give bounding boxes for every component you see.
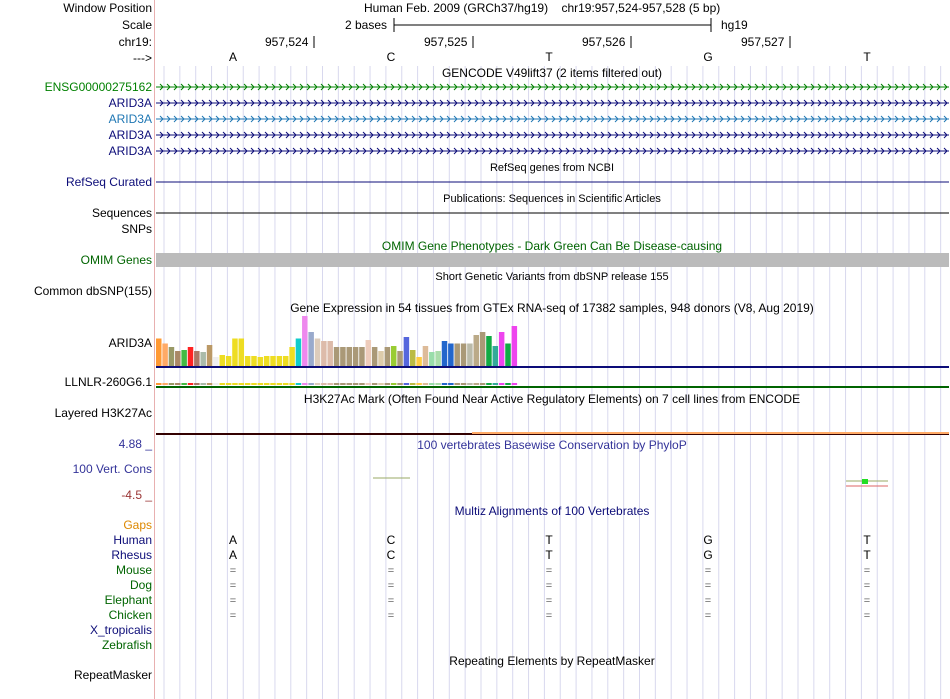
gtex-mini-bar [397, 383, 403, 385]
gtex-bar [410, 350, 416, 366]
refseq-track-label[interactable]: RefSeq Curated [65, 175, 152, 189]
gene-label-arid3a-3[interactable]: ARID3A [108, 128, 152, 142]
gtex-bar [385, 347, 391, 366]
gtex-gene-label[interactable]: ARID3A [108, 336, 152, 350]
gtex-bar [162, 344, 168, 367]
ref-base: C [386, 50, 396, 64]
gtex-bar [334, 347, 340, 366]
scale-db: hg19 [721, 18, 748, 32]
refseq-track-title: RefSeq genes from NCBI [489, 162, 615, 174]
gtex-bar [188, 347, 194, 366]
gtex-mini-bar [251, 383, 257, 385]
gtex-bar [512, 326, 517, 366]
gtex-mini-bar [493, 383, 499, 385]
gtex-bar [181, 350, 187, 366]
gtex-bar [175, 351, 181, 366]
gtex-bar [461, 344, 467, 367]
gtex-bar [435, 351, 441, 366]
species-chicken-label: Chicken [108, 608, 152, 622]
align-elephant-match: = [387, 595, 395, 607]
gtex-bar [194, 351, 200, 366]
coord-tick-label: 957,526 [582, 35, 626, 49]
omim-bar [156, 253, 949, 267]
align-chicken-match: = [704, 610, 712, 622]
gtex-bar [302, 316, 308, 366]
gtex-mini-bar [353, 383, 359, 385]
gtex-mini-bar [156, 383, 162, 385]
ref-base: T [545, 50, 553, 64]
align-rhesus-base: G [703, 548, 713, 562]
species-rhesus-label: Rhesus [111, 548, 152, 562]
gtex-bar [372, 347, 378, 366]
align-mouse-match: = [863, 565, 871, 577]
gtex-mini-bar [378, 383, 384, 385]
gtex-bar [213, 357, 219, 366]
gtex-bar [277, 356, 283, 366]
gtex-bar [258, 357, 264, 366]
gtex-bar [296, 339, 302, 367]
gtex-bar [239, 339, 245, 367]
species-elephant-label: Elephant [104, 593, 152, 607]
gtex-bar [315, 339, 321, 367]
gtex-mini-bar [423, 383, 429, 385]
multiz-track-title: Multiz Alignments of 100 Vertebrates [454, 504, 650, 518]
gaps-label: Gaps [123, 518, 152, 532]
gtex-mini-bar [467, 383, 473, 385]
gtex-bar [391, 346, 397, 366]
align-dog-match: = [387, 580, 395, 592]
gtex-mini-bar [188, 383, 194, 385]
gtex-bar [169, 347, 175, 366]
gtex-mini-bar [435, 383, 441, 385]
align-rhesus-base: T [545, 548, 553, 562]
coord-tick-label: 957,527 [741, 35, 785, 49]
coord-tick-label: 957,525 [424, 35, 468, 49]
gtex-bar [448, 344, 454, 367]
align-rhesus-base: T [863, 548, 871, 562]
cons-max-label: 4.88 _ [118, 437, 152, 451]
gtex-mini-bar [340, 383, 346, 385]
gtex-bar [340, 347, 346, 366]
align-dog-match: = [704, 580, 712, 592]
align-human-base: T [863, 533, 871, 547]
phylop-peak [862, 479, 868, 484]
gtex-bar [442, 341, 448, 366]
phylop-track-title: 100 vertebrates Basewise Conservation by PhyloP [417, 438, 687, 452]
align-elephant-match: = [863, 595, 871, 607]
gtex-mini-bar [232, 383, 238, 385]
gene-label-arid3a-4[interactable]: ARID3A [108, 144, 152, 158]
gtex-mini-bar [258, 383, 264, 385]
align-mouse-match: = [704, 565, 712, 577]
align-mouse-match: = [545, 565, 553, 577]
repeatmasker-track-label[interactable]: RepeatMasker [73, 668, 152, 682]
dbsnp-track-label[interactable]: Common dbSNP(155) [33, 284, 152, 298]
align-rhesus-base: C [386, 548, 396, 562]
gtex-mini-bar [162, 383, 168, 385]
gtex-mini-bar [416, 383, 422, 385]
scale-label: Scale [121, 18, 152, 32]
llnlr-gene-label[interactable]: LLNLR-260G6.1 [64, 375, 152, 389]
gtex-mini-bar [175, 383, 181, 385]
gtex-mini-bar [404, 383, 410, 385]
gtex-bar [264, 356, 270, 366]
align-chicken-match: = [863, 610, 871, 622]
gtex-bar [499, 332, 505, 366]
window-position-label: Window Position [63, 1, 152, 15]
gtex-bar [270, 356, 276, 366]
align-human-base: C [386, 533, 396, 547]
gtex-bar [378, 351, 384, 366]
gtex-mini-bar [302, 383, 308, 385]
gtex-mini-bar [347, 383, 353, 385]
assembly-name: Human Feb. 2009 (GRCh37/hg19) [364, 1, 549, 15]
align-dog-match: = [863, 580, 871, 592]
gtex-bar [397, 351, 403, 366]
gtex-mini-bar [264, 383, 270, 385]
gtex-bar [454, 344, 460, 367]
gtex-mini-bar [226, 383, 232, 385]
species-zebrafish-label: Zebrafish [101, 638, 152, 652]
gtex-mini-bar [429, 383, 435, 385]
gtex-mini-bar [315, 383, 321, 385]
h3k27ac-track-title: H3K27Ac Mark (Often Found Near Active Regulatory Elements) on 7 cell lines from ENCODE [303, 392, 801, 406]
gtex-bar [493, 346, 499, 366]
species-mouse-label: Mouse [115, 563, 152, 577]
gtex-bar [423, 346, 429, 366]
align-human-base: A [228, 533, 238, 547]
gtex-mini-bar [194, 383, 200, 385]
chrom-label: chr19: [118, 35, 152, 49]
gtex-bar [416, 357, 422, 366]
align-dog-match: = [545, 580, 553, 592]
gtex-bar [156, 339, 162, 367]
align-human-base: T [545, 533, 553, 547]
align-human-base: G [703, 533, 713, 547]
gencode-track-title: GENCODE V49lift37 (2 items filtered out) [441, 66, 663, 80]
gtex-bar [347, 347, 353, 366]
gtex-mini-bar [239, 383, 245, 385]
align-dog-match: = [229, 580, 237, 592]
gtex-mini-bar [220, 383, 226, 385]
gtex-mini-bar [245, 383, 251, 385]
gtex-mini-bar [486, 383, 492, 385]
gtex-mini-bar [283, 383, 289, 385]
cons-min-label: -4.5 _ [121, 488, 152, 502]
gtex-bar [480, 332, 486, 366]
gtex-mini-bar [334, 383, 340, 385]
gtex-mini-bar [385, 383, 391, 385]
gtex-mini-bar [454, 383, 460, 385]
gtex-bar [505, 344, 511, 367]
rmsk-track-title: Repeating Elements by RepeatMasker [449, 654, 655, 668]
dbsnp-track-title: Short Genetic Variants from dbSNP release 155 [435, 271, 669, 283]
gtex-bar [220, 355, 226, 366]
gtex-bar [321, 341, 327, 366]
omim-track-label[interactable]: OMIM Genes [80, 253, 152, 267]
gtex-bar [353, 347, 359, 366]
align-chicken-match: = [229, 610, 237, 622]
align-mouse-match: = [387, 565, 395, 577]
gtex-mini-bar [391, 383, 397, 385]
gtex-bar [404, 337, 410, 366]
ref-base: G [703, 50, 713, 64]
gtex-mini-bar [474, 383, 480, 385]
snps-track-label[interactable]: SNPs [121, 222, 152, 236]
gtex-bar [308, 332, 314, 366]
align-elephant-match: = [229, 595, 237, 607]
align-elephant-match: = [704, 595, 712, 607]
gtex-mini-bar [169, 383, 175, 385]
gtex-mini-bar [270, 383, 276, 385]
gtex-mini-bar [366, 383, 372, 385]
gtex-mini-bar [359, 383, 365, 385]
gtex-bar [226, 356, 232, 366]
species-dog-label: Dog [129, 578, 152, 592]
align-chicken-match: = [545, 610, 553, 622]
h3k27ac-signal [472, 432, 949, 434]
gtex-bar [467, 344, 473, 367]
pubs-track-title: Publications: Sequences in Scientific Articles [443, 193, 661, 205]
gtex-mini-bar [442, 383, 448, 385]
gtex-mini-bar [200, 383, 206, 385]
gtex-mini-bar [308, 383, 314, 385]
ref-base: T [863, 50, 871, 64]
species-human-label: Human [113, 533, 152, 547]
gtex-mini-bar [207, 383, 213, 385]
gtex-mini-bar [181, 383, 187, 385]
gtex-bar [366, 340, 372, 366]
gtex-mini-bar [321, 383, 327, 385]
gtex-mini-bar [410, 383, 416, 385]
gene-label-arid3a-1[interactable]: ARID3A [108, 96, 152, 110]
position-range: chr19:957,524-957,528 (5 bp) [561, 1, 721, 15]
gtex-bar [232, 339, 238, 367]
gtex-mini-bar [296, 383, 302, 385]
gtex-mini-bar [461, 383, 467, 385]
sequences-track-label[interactable]: Sequences [91, 206, 152, 220]
h3k27ac-track-label[interactable]: Layered H3K27Ac [54, 406, 152, 420]
gtex-bar [289, 347, 295, 366]
gtex-track-title: Gene Expression in 54 tissues from GTEx RNA-seq of 17382 samples, 948 donors (V8, Aug 2019) [290, 301, 814, 315]
ref-base: A [228, 50, 238, 64]
gene-label-ensg[interactable]: ENSG00000275162 [44, 80, 152, 94]
gtex-bar [251, 356, 257, 366]
align-elephant-match: = [545, 595, 553, 607]
omim-track-title: OMIM Gene Phenotypes - Dark Green Can Be Disease-causing [381, 239, 723, 253]
gtex-bar [359, 347, 365, 366]
gtex-mini-bar [480, 383, 486, 385]
coord-tick-label: 957,524 [265, 35, 309, 49]
scale-text: 2 bases [345, 18, 388, 32]
gtex-bar [474, 335, 480, 366]
gtex-bar [429, 352, 435, 366]
align-rhesus-base: A [228, 548, 238, 562]
gtex-mini-bar [499, 383, 505, 385]
gtex-bar [283, 356, 289, 366]
gtex-mini-bar [327, 383, 333, 385]
gtex-bar [245, 356, 251, 366]
gtex-mini-bar [448, 383, 454, 385]
gtex-bar [486, 336, 492, 366]
strand-label: ---> [133, 51, 152, 65]
align-mouse-match: = [229, 565, 237, 577]
align-chicken-match: = [387, 610, 395, 622]
species-xtrop-label: X_tropicalis [89, 623, 152, 637]
cons-track-label[interactable]: 100 Vert. Cons [72, 462, 152, 476]
gtex-mini-bar [512, 383, 517, 385]
gtex-bar [207, 345, 213, 366]
gene-label-arid3a-2[interactable]: ARID3A [108, 112, 152, 126]
gtex-bar [200, 352, 206, 366]
gtex-mini-bar [372, 383, 378, 385]
gtex-mini-bar [277, 383, 283, 385]
gtex-mini-bar [289, 383, 295, 385]
gtex-bar [327, 341, 333, 366]
gtex-mini-bar [213, 383, 219, 385]
gtex-mini-bar [505, 383, 511, 385]
